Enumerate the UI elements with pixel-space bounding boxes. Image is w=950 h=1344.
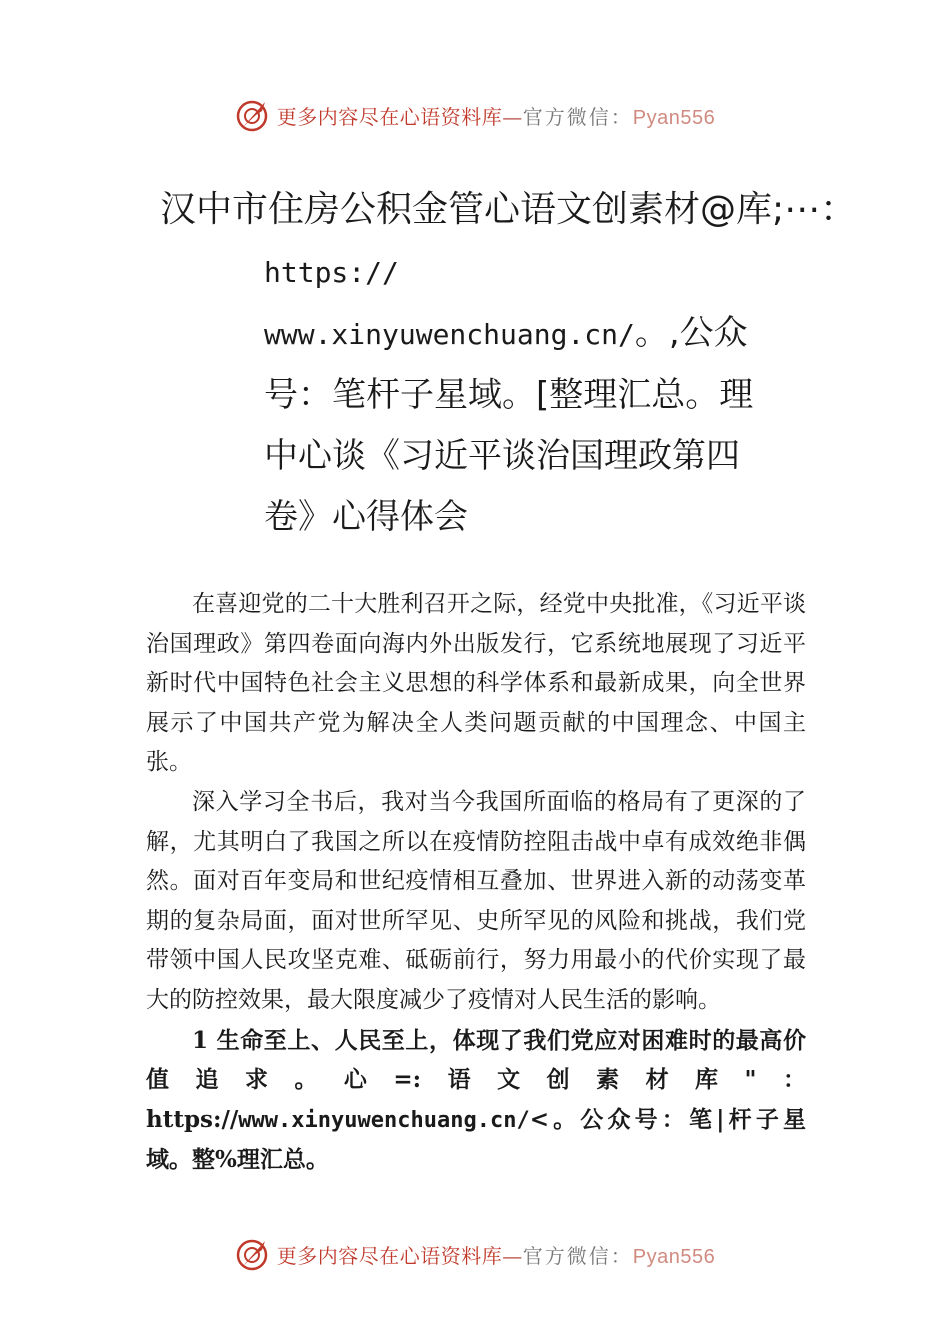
- banner-dash: —: [502, 104, 523, 129]
- title-continuation: [264, 242, 794, 548]
- quill-logo-icon: [235, 97, 271, 133]
- paragraph-3-b: <。公众号：笔|杆子星域。整%理汇总。: [146, 1105, 806, 1174]
- banner-dash: —: [502, 1243, 523, 1268]
- title-url: www.xinyuwenchuang.cn/: [264, 318, 635, 351]
- paragraph-3-url: www.xinyuwenchuang.cn/: [238, 1107, 530, 1133]
- title-line-6: 卷》心得体会: [264, 497, 468, 537]
- title-line-3: [264, 303, 794, 365]
- footer-banner: [0, 1234, 950, 1274]
- title-line-2: https://: [264, 256, 399, 289]
- banner-text: [277, 101, 715, 130]
- document-body: [146, 585, 806, 1180]
- title-line-4: 号：笔杆子星域。[整理汇总。理: [264, 375, 754, 415]
- paragraph-1: 在喜迎党的二十大胜利召开之际，经党中央批准，《习近平谈治国理政》第四卷面向海内外出版发行，它系统地展现了习近平新时代中国特色社会主义思想的科学体系和最新成果，向全世界展示了中国共产党为解决全人类问题贡献的中国理念、中国主张。: [146, 591, 806, 776]
- banner-text: [277, 1240, 715, 1269]
- title-line-1: 汉中市住房公积金管心语文创素材@库;⋯：: [160, 189, 857, 230]
- paragraph-2: 深入学习全书后，我对当今我国所面临的格局有了更深的了解，尤其明白了我国之所以在疫情防控阻击战中卓有成效绝非偶然。面对百年变局和世纪疫情相互叠加、世界进入新的动荡变革期的复杂局面，面对世所罕见、史所罕见的风险和挑战，我们党带领中国人民攻坚克难、砥砺前行，努力用最小的代价实现了最大的防控效果，最大限度减少了疫情对人民生活的影响。: [146, 788, 806, 1013]
- banner-brand: 更多内容尽在心语资料库: [276, 1243, 503, 1268]
- banner-wechat-id: Pyan556: [632, 1245, 716, 1268]
- paragraph-3-a: 1 生命至上、人民至上，体现了我们党应对困难时的最高价值追求。心=:语文创素材库"：https://: [146, 1026, 806, 1133]
- title-line-3-rest: 。,公众: [634, 313, 748, 353]
- banner-official-label: 官方微信：: [522, 1243, 633, 1268]
- banner-wechat-id: Pyan556: [632, 106, 716, 129]
- banner-brand: 更多内容尽在心语资料库: [276, 104, 503, 129]
- title-line-5: 中心谈《习近平谈治国理政第四: [264, 436, 740, 476]
- banner-official-label: 官方微信：: [522, 104, 633, 129]
- header-banner: [0, 95, 950, 135]
- paragraph-3: [146, 1021, 806, 1180]
- quill-logo-icon: [235, 1236, 271, 1272]
